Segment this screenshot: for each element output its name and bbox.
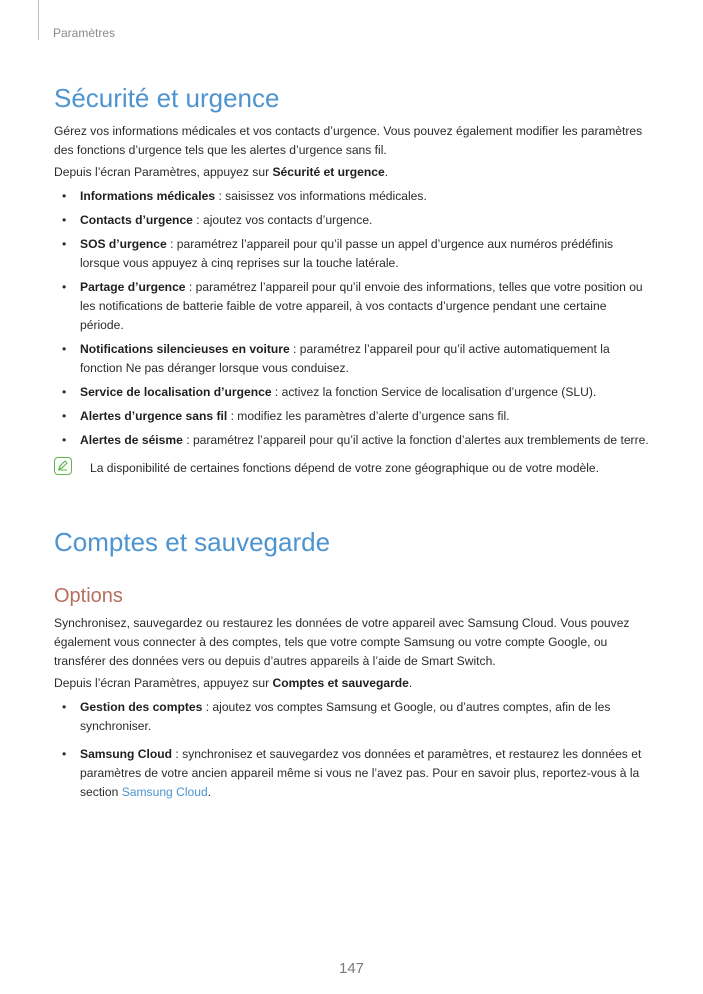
list-item bbox=[54, 211, 650, 230]
item-desc: : paramétrez l’appareil pour qu’il passe un appel d’urgence aux numéros prédéfinis lorsque vous appuyez à cinq reprises sur la touche latérale. bbox=[80, 237, 614, 270]
item-term: SOS d’urgence bbox=[80, 237, 167, 251]
item-term: Alertes de séisme bbox=[80, 433, 183, 447]
page-number: 147 bbox=[338, 960, 365, 977]
feature-list bbox=[54, 698, 650, 802]
item-desc: : paramétrez l’appareil pour qu’il envoie des informations, telles que votre position ou les notifications de batterie faible de votre appareil, à vos contacts d’urgence pendant une certaine période. bbox=[80, 280, 643, 332]
list-item bbox=[54, 340, 650, 378]
page-content bbox=[54, 80, 650, 802]
subsection-title-options: Options bbox=[54, 585, 123, 607]
item-desc: : saisissez vos informations médicales. bbox=[215, 189, 427, 203]
item-desc: : ajoutez vos comptes Samsung et Google, ou d’autres comptes, afin de les synchroniser. bbox=[80, 700, 611, 733]
list-item bbox=[54, 698, 650, 736]
path-suffix: . bbox=[408, 676, 413, 690]
item-desc: : paramétrez l’appareil pour qu’il active automatiquement la fonction Ne pas déranger lorsque vous conduisez. bbox=[80, 342, 610, 375]
header-section-label: Paramètres bbox=[53, 26, 116, 40]
path-target: Sécurité et urgence bbox=[272, 165, 385, 179]
item-desc: : synchronisez et sauvegardez vos données et paramètres, et restaurez les données et paramètres de votre ancien appareil même si vous ne l’avez pas. Pour en savoir plus, reportez-vous à la section bbox=[80, 747, 642, 799]
list-item bbox=[54, 187, 650, 206]
item-desc: : paramétrez l’appareil pour qu’il active la fonction d’alertes aux tremblements de terre. bbox=[182, 433, 649, 447]
item-term: Informations médicales bbox=[80, 189, 216, 203]
samsung-cloud-link[interactable]: Samsung Cloud bbox=[121, 785, 208, 799]
item-term: Partage d’urgence bbox=[80, 280, 186, 294]
item-desc: : modifiez les paramètres d’alerte d’urgence sans fil. bbox=[227, 409, 510, 423]
section-title-comptes: Comptes et sauvegarde bbox=[54, 527, 331, 557]
list-item bbox=[54, 745, 650, 802]
item-desc: : ajoutez vos contacts d’urgence. bbox=[192, 213, 373, 227]
list-item bbox=[54, 407, 650, 426]
list-item bbox=[54, 235, 650, 273]
item-term: Service de localisation d’urgence bbox=[80, 385, 272, 399]
path-suffix: . bbox=[384, 165, 389, 179]
settings-path bbox=[54, 674, 650, 693]
item-term: Gestion des comptes bbox=[80, 700, 203, 714]
item-term: Notifications silencieuses en voiture bbox=[80, 342, 290, 356]
path-prefix: Depuis l’écran Paramètres, appuyez sur bbox=[54, 676, 273, 690]
header-divider bbox=[38, 0, 39, 40]
item-term: Alertes d’urgence sans fil bbox=[80, 409, 228, 423]
section-title-securite: Sécurité et urgence bbox=[54, 83, 280, 113]
settings-path bbox=[54, 163, 650, 182]
list-item bbox=[54, 383, 650, 402]
section-intro: Synchronisez, sauvegardez ou restaurez les données de votre appareil avec Samsung Cloud. Vous pouvez également vous connecter à des comptes, tels que votre compte Samsung ou votre compte Google, ou transférer des données vers ou depuis d’autres appareils à l’aide de Smart Switch. bbox=[54, 616, 630, 668]
list-item bbox=[54, 431, 650, 450]
section-intro: Gérez vos informations médicales et vos contacts d’urgence. Vous pouvez également modifier les paramètres des fonctions d’urgence tels que les alertes d’urgence sans fil. bbox=[54, 124, 643, 157]
item-term: Samsung Cloud bbox=[80, 747, 173, 761]
list-item bbox=[54, 278, 650, 335]
item-desc: : activez la fonction Service de localisation d’urgence (SLU). bbox=[271, 385, 597, 399]
note-pencil-icon bbox=[54, 457, 72, 475]
path-prefix: Depuis l’écran Paramètres, appuyez sur bbox=[54, 165, 273, 179]
item-desc-end: . bbox=[207, 785, 212, 799]
item-term: Contacts d’urgence bbox=[80, 213, 193, 227]
path-target: Comptes et sauvegarde bbox=[272, 676, 409, 690]
note-text: La disponibilité de certaines fonctions dépend de votre zone géographique ou de votre modèle. bbox=[90, 461, 599, 475]
note bbox=[54, 459, 650, 478]
feature-list bbox=[54, 187, 650, 450]
